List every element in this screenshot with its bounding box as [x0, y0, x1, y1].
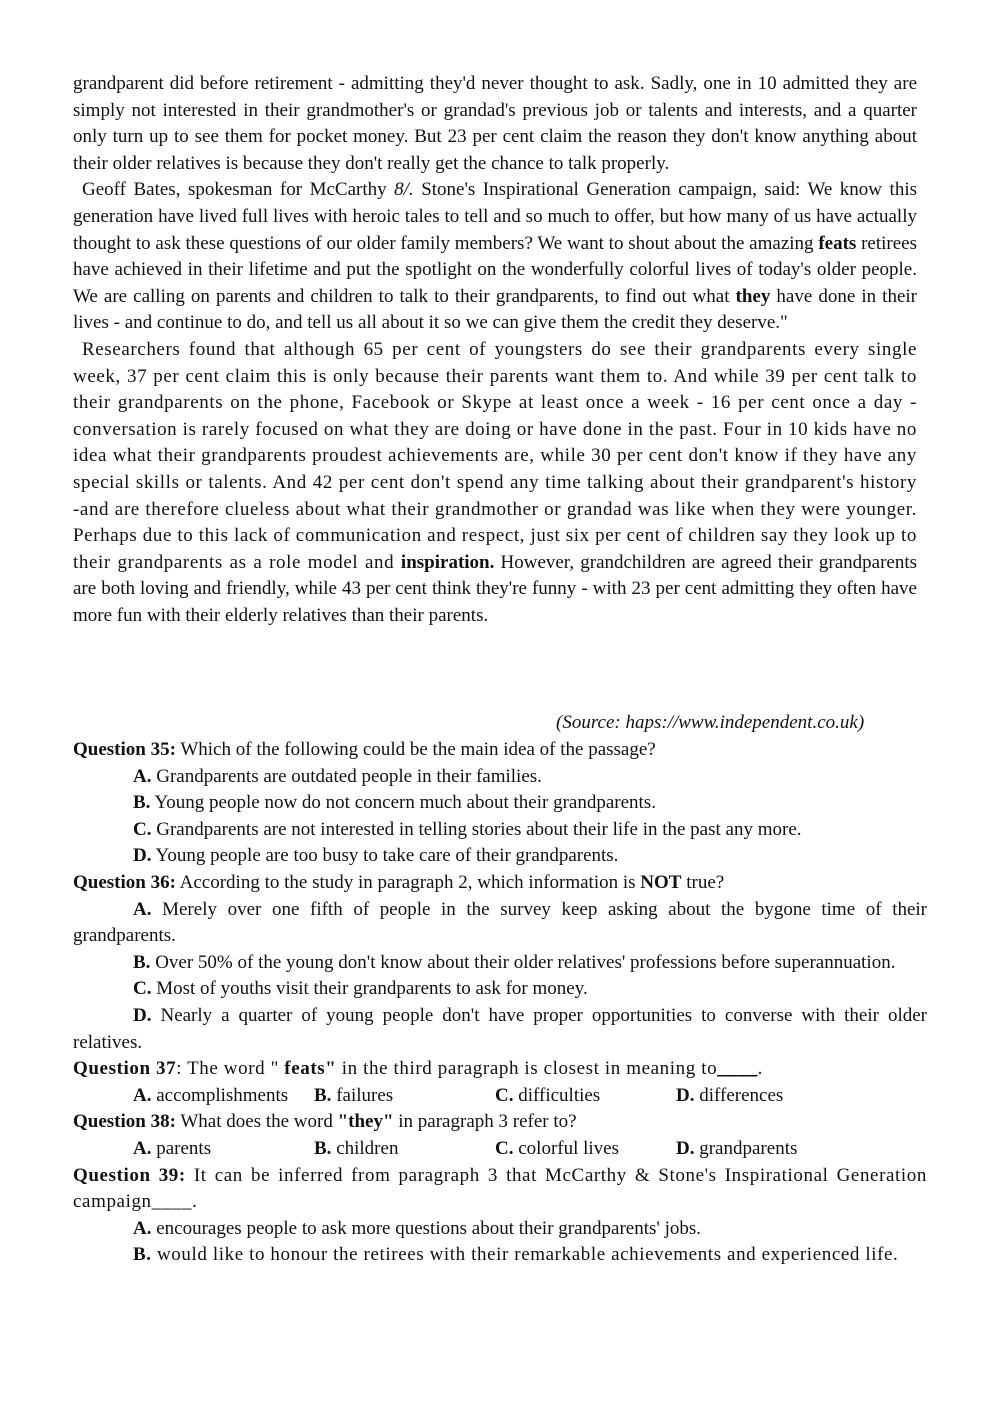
question-label: Question 37	[73, 1058, 177, 1080]
q37-option-d[interactable]	[676, 1083, 783, 1110]
question-38	[73, 1109, 927, 1136]
option-text: encourages people to ask more questions about their grandparents' jobs.	[156, 1217, 702, 1239]
paragraph-text: retirees have achieved in their lifetime and put the spotlight on the wonderfully colorful lives of today's older people. We are calling on parents and children to talk to their grandparents, to find out what	[73, 232, 917, 307]
question-37	[73, 1056, 927, 1083]
option-text: differences	[699, 1084, 784, 1106]
option-letter: B.	[314, 1084, 332, 1106]
question-text: What does the word	[175, 1111, 338, 1133]
option-letter: B.	[133, 951, 151, 973]
option-letter: D.	[676, 1137, 695, 1159]
option-text: colorful lives	[518, 1137, 620, 1159]
paragraph-text: Geoff Bates, spokesman for McCarthy	[82, 179, 395, 201]
option-text: grandparents	[699, 1137, 798, 1159]
q39-option-a[interactable]	[73, 1216, 927, 1243]
q37-option-a[interactable]	[133, 1083, 314, 1110]
question-text: Which of the following could be the main idea of the passage?	[175, 739, 656, 760]
option-text: Nearly a quarter of young people don't have proper opportunities to converse with their older relatives.	[73, 1004, 927, 1053]
q36-option-a[interactable]	[73, 897, 927, 950]
question-label: Question 35:	[73, 739, 176, 760]
option-text: Grandparents are outdated people in their families.	[156, 765, 542, 787]
option-letter: D.	[133, 845, 152, 867]
option-letter: A.	[133, 765, 152, 787]
option-letter: D.	[676, 1084, 695, 1106]
q39-option-b[interactable]	[73, 1242, 927, 1269]
option-letter: A.	[133, 1137, 152, 1159]
reading-passage	[73, 71, 917, 629]
question-text: .	[757, 1058, 763, 1080]
option-text: difficulties	[518, 1084, 601, 1106]
questions-section	[73, 737, 927, 1269]
option-letter: C.	[133, 818, 152, 840]
q35-option-d[interactable]	[73, 843, 927, 870]
paragraph-text-italic: 8/.	[394, 179, 414, 201]
q35-option-c[interactable]	[73, 817, 927, 844]
option-text: children	[336, 1137, 399, 1159]
q37-option-c[interactable]	[495, 1083, 676, 1110]
option-letter: B.	[133, 1244, 152, 1266]
question-label: Question 36:	[73, 871, 176, 893]
option-letter: A.	[133, 1217, 152, 1239]
question-35	[73, 737, 927, 764]
option-text: would like to honour the retirees with their remarkable achievements and experienced life.	[156, 1244, 899, 1266]
q37-option-b[interactable]	[314, 1083, 495, 1110]
option-letter: C.	[495, 1084, 514, 1106]
passage-paragraph-3	[73, 337, 917, 630]
option-text: parents	[156, 1137, 212, 1159]
q38-option-a[interactable]	[133, 1136, 314, 1163]
option-text: Most of youths visit their grandparents to ask for money.	[156, 978, 588, 1000]
option-text: Over 50% of the young don't know about their older relatives' professions before superannuation.	[155, 951, 896, 973]
q35-option-a[interactable]	[73, 764, 927, 791]
answer-blank: ____	[717, 1058, 758, 1080]
question-text: in paragraph 3 refer to?	[393, 1111, 577, 1133]
option-letter: B.	[314, 1137, 332, 1159]
question-label: Question 38:	[73, 1111, 176, 1133]
question-label: Question 39:	[73, 1164, 186, 1186]
paragraph-text: Stone's Inspirational Generation campaign, said: We know this generation have lived full lives with heroic tales to tell and so much to offer, but how many of us have actually thought to ask these questions of our older family members? We want to shout about the amazing	[73, 179, 917, 254]
source-citation: (Source: haps://www.independent.co.uk)	[556, 712, 865, 733]
highlighted-word-they: they	[735, 285, 771, 307]
question-emphasis: feats"	[284, 1058, 337, 1080]
q36-option-c[interactable]	[73, 976, 927, 1003]
option-letter: C.	[495, 1137, 514, 1159]
highlighted-word-inspiration: inspiration.	[400, 551, 495, 573]
paragraph-text: Researchers found that although 65 per cent of youngsters do see their grandparents every single week, 37 per cent claim this is only because their parents want them to. And while 39 per cent talk to their grandparents on the phone, Facebook or Skype at least once a week - 16 per cent once a day - conversation is rarely focused on what they are doing or have done in the past. Four in 10 kids have no idea what their grandparents proudest achievements are, while 30 per cent don't know if they have any special skills or talents. And 42 per cent don't spend any time talking about their grandparent's history -and are therefore clueless about what their grandmother or grandad was like when they were younger. Perhaps due to this lack of communication and respect, just six per cent of children say they look up to their grandparents as a role model and	[73, 338, 917, 573]
q36-option-d[interactable]	[73, 1003, 927, 1056]
q38-option-c[interactable]	[495, 1136, 676, 1163]
option-text: Young people now do not concern much about their grandparents.	[154, 792, 656, 814]
question-text: According to the study in paragraph 2, which information is	[175, 871, 641, 893]
option-text: failures	[336, 1084, 394, 1106]
option-text: Young people are too busy to take care of their grandparents.	[155, 845, 619, 867]
paragraph-text: grandparent did before retirement - admitting they'd never thought to ask. Sadly, one in 10 admitted they are simply not interested in their grandmother's or grandad's previous job or talents and interests, and a quarter only turn up to see them for pocket money. But 23 per cent claim the reason they don't know anything about their older relatives is because they don't really get the chance to talk properly.	[73, 73, 917, 174]
highlighted-word-feats: feats	[818, 232, 857, 254]
question-emphasis: "they"	[337, 1111, 394, 1133]
question-text: true?	[681, 871, 725, 893]
option-letter: A.	[133, 1084, 152, 1106]
option-text: Grandparents are not interested in telling stories about their life in the past any more.	[156, 818, 802, 840]
question-text: It can be inferred from paragraph 3 that McCarthy & Stone's Inspirational Generation campaign	[73, 1164, 927, 1213]
q37-options	[73, 1083, 927, 1110]
option-letter: B.	[133, 792, 151, 814]
question-emphasis: NOT	[640, 871, 682, 893]
paragraph-text: have done in their lives - and continue to do, and tell us all about it so we can give them the credit they deserve."	[73, 285, 917, 334]
question-39	[73, 1163, 927, 1216]
passage-paragraph-2	[73, 177, 917, 337]
passage-paragraph-1	[73, 71, 917, 177]
q38-options	[73, 1136, 927, 1163]
option-letter: D.	[133, 1004, 152, 1026]
question-text: in the third paragraph is closest in meaning to	[336, 1058, 718, 1080]
question-text: : The word "	[176, 1058, 285, 1080]
q35-option-b[interactable]	[73, 790, 927, 817]
q38-option-d[interactable]	[676, 1136, 797, 1163]
option-letter: A.	[133, 898, 152, 920]
option-letter: C.	[133, 978, 152, 1000]
paragraph-text: However, grandchildren are agreed their grandparents are both loving and friendly, while 43 per cent think they're funny - with 23 per cent admitting they often have more fun with their elderly relatives than their parents.	[73, 551, 917, 626]
q38-option-b[interactable]	[314, 1136, 495, 1163]
q36-option-b[interactable]	[73, 950, 927, 977]
option-text: Merely over one fifth of people in the survey keep asking about the bygone time of their grandparents.	[73, 898, 928, 947]
question-36	[73, 870, 927, 897]
option-text: accomplishments	[156, 1084, 289, 1106]
answer-blank: ____.	[151, 1191, 198, 1213]
